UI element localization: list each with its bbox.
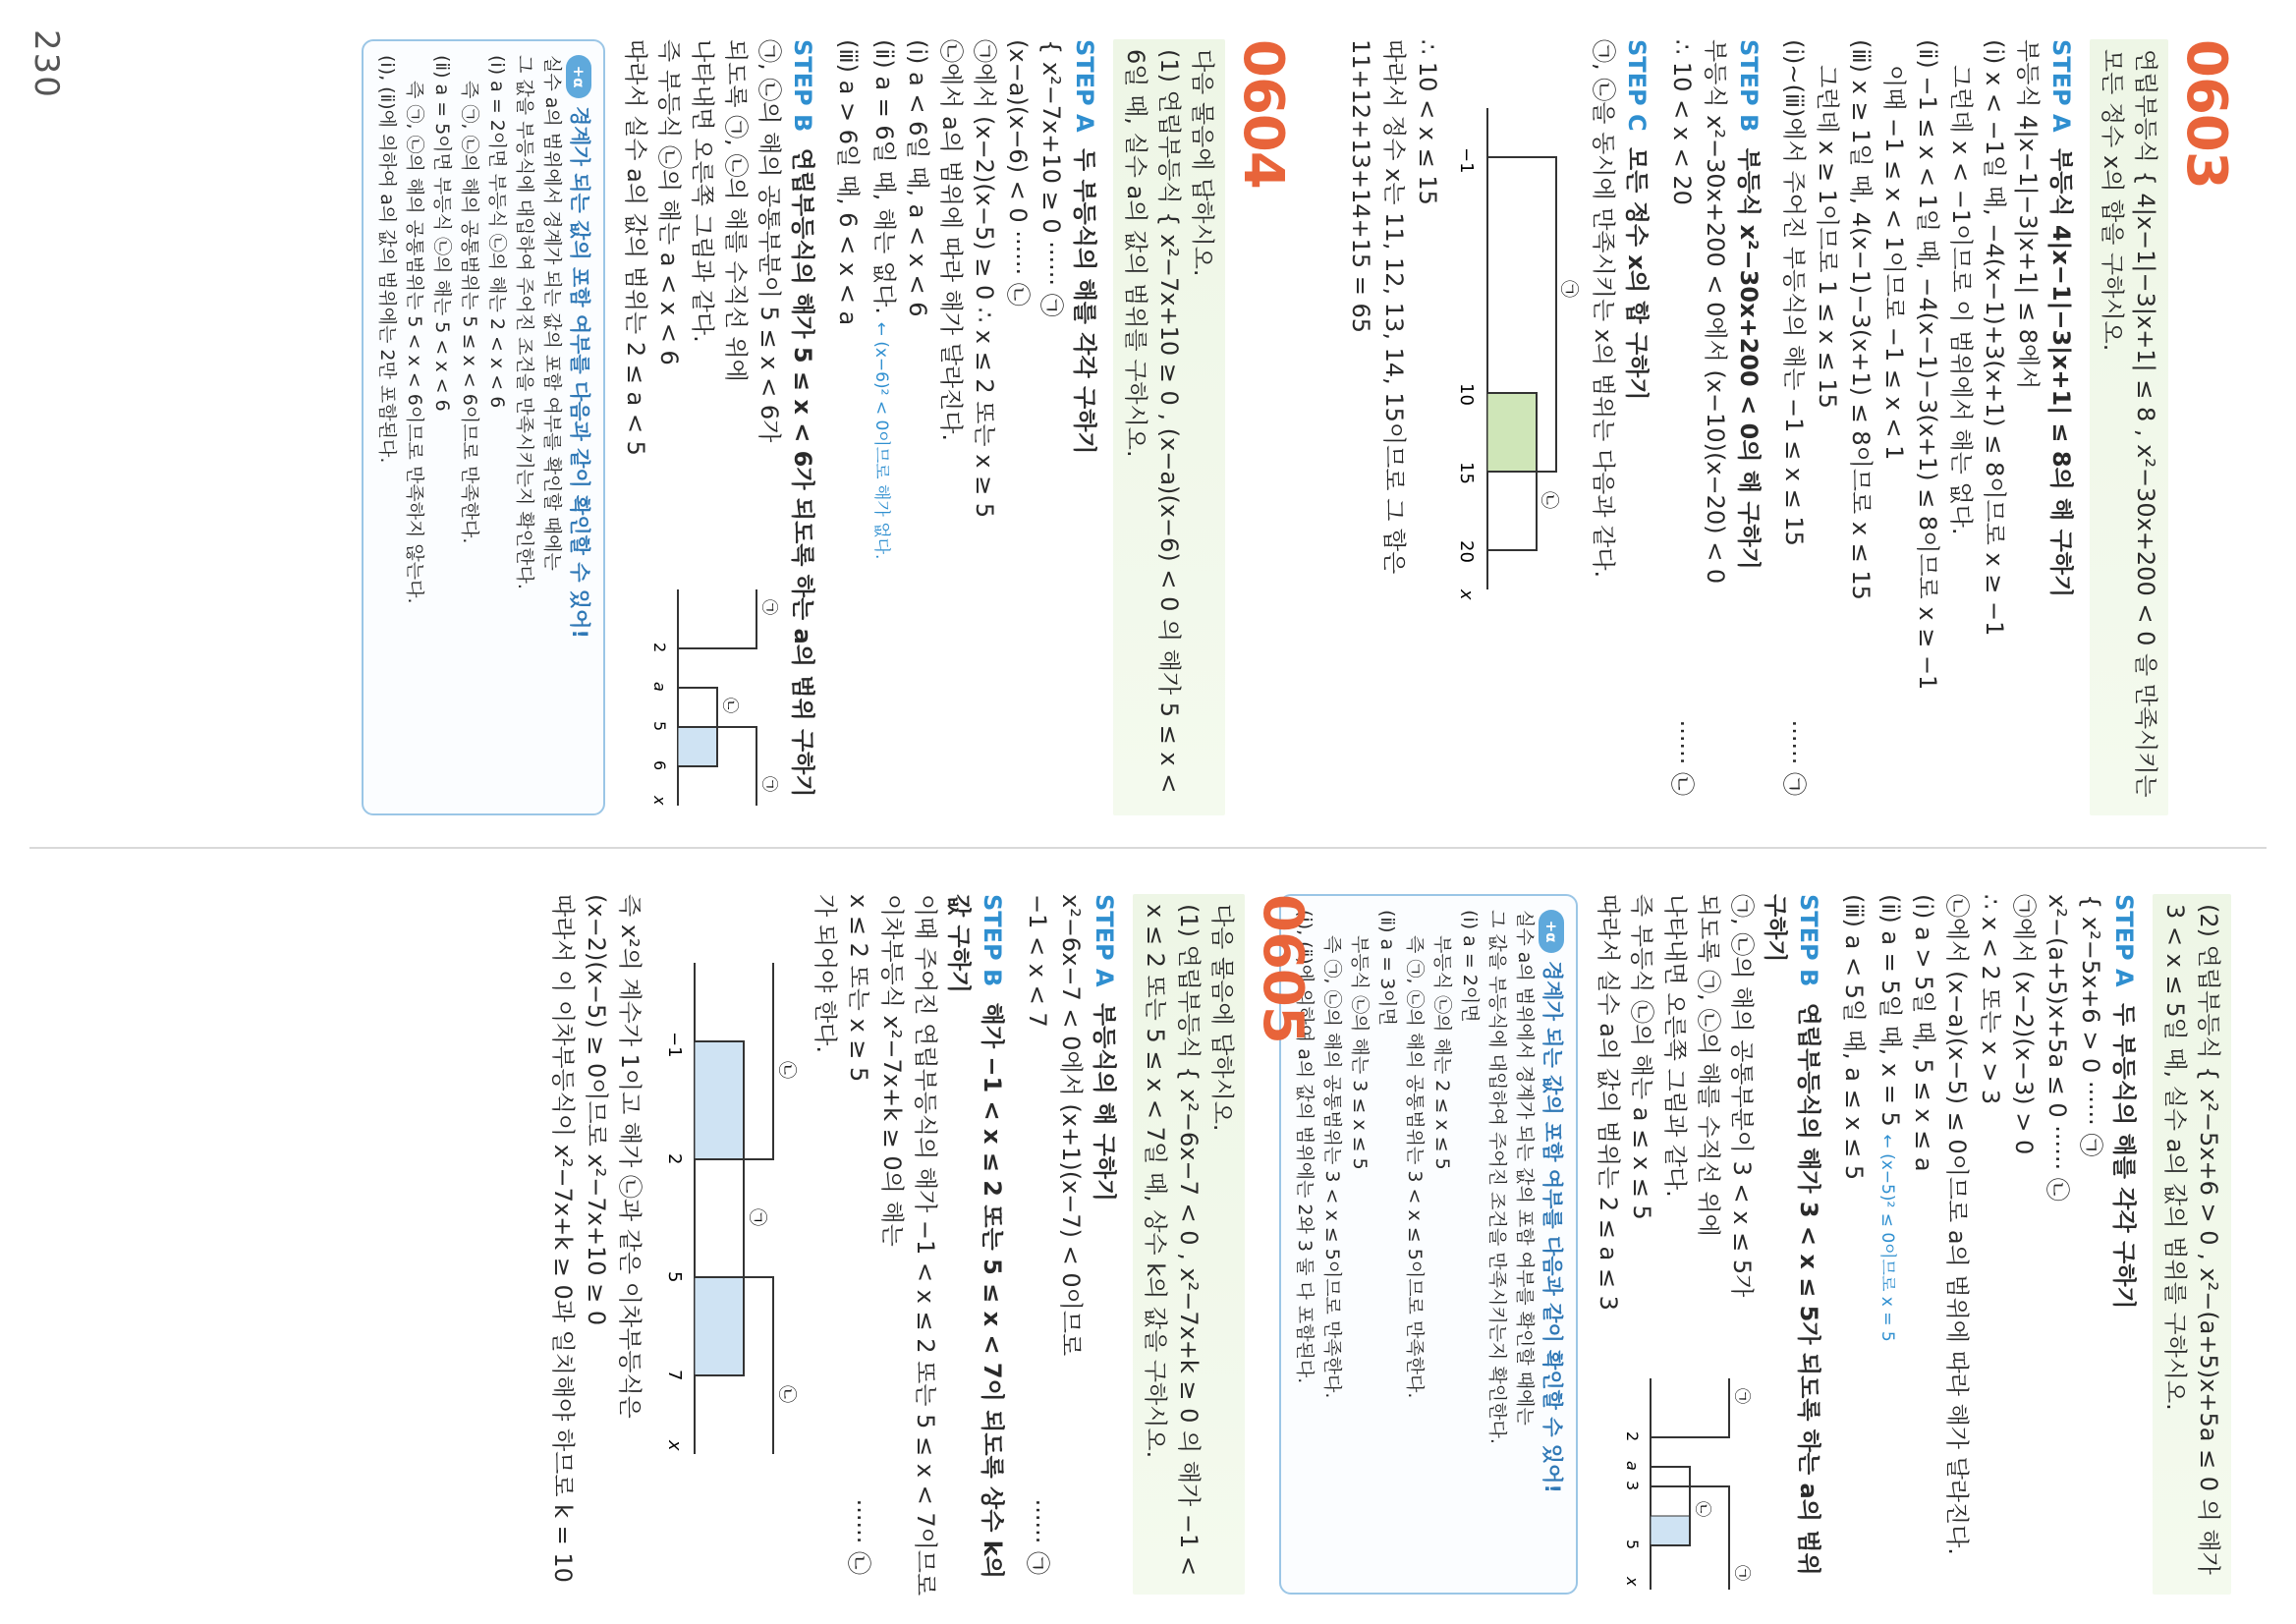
solution-line: 따라서 정수 x는 11, 12, 13, 14, 15이므로 그 합은 xyxy=(1380,39,1408,575)
tip-heading xyxy=(566,55,593,800)
sub-question: (2) 연립부등식 { x²−5x+6 > 0 , x²−(a+5)x+5a ≤ 0 의 해가 3 < x ≤ 5일 때, 실수 a의 값의 범위를 구하시오. xyxy=(2153,894,2231,1595)
problem-0605 xyxy=(546,894,1314,1595)
tip-line: 그 값을 부등식에 대입하여 주어진 조건을 만족시키는지 확인한다. xyxy=(1486,910,1508,1444)
problem-statement xyxy=(1113,39,1225,815)
tick-label: 5 xyxy=(650,721,669,732)
tip-line: (ⅰ), (ⅱ)에 의하여 a의 값의 범위에는 2와 3 둘 다 포함된다. xyxy=(1294,910,1316,1384)
page-number: 230 xyxy=(27,29,66,99)
equation-marker: ······ ㉡ xyxy=(1668,719,1696,796)
number-line-diagram xyxy=(655,953,803,1464)
solution-line: 가 되어야 한다. xyxy=(812,894,839,1053)
step-title-text: 두 부등식의 해를 각각 구하기 xyxy=(2110,1002,2138,1310)
solution-line: (ⅲ) x ≥ 1일 때, 4(x−1)−3(x+1) ≤ 8이므로 x ≤ 15 xyxy=(1847,39,1875,600)
step-tag: STEP B xyxy=(1735,39,1763,133)
step-tag: STEP B xyxy=(979,894,1006,987)
solution-line: 이때 주어진 연립부등식의 해가 −1 < x ≤ 2 또는 5 ≤ x < 7이므로 xyxy=(912,894,939,1596)
problem-statement xyxy=(1133,894,1245,1595)
problem-0604 xyxy=(362,39,1294,815)
solution-line: x ≤ 2 또는 x ≥ 5 xyxy=(845,894,872,1083)
step-title-text: 해가 −1 < x ≤ 2 또는 5 ≤ x < 7이 되도록 상수 k의 값 구하기 xyxy=(945,894,1006,1579)
solution-line: (x−2)(x−5) ≥ 0이므로 x²−7x+10 ≥ 0 xyxy=(583,894,610,1326)
step-title-text: 연립부등식의 해가 5 ≤ x < 6가 되도록 하는 a의 범위 구하기 xyxy=(789,147,816,798)
equation-marker: ······ ㉠ xyxy=(1024,1498,1051,1575)
tick-label: 2 xyxy=(650,643,669,653)
step-tag: STEP A xyxy=(2047,39,2075,133)
tip-line: 부등식 ㉡의 해는 3 ≤ x ≤ 5 xyxy=(1349,935,1371,1170)
tip-line: (ⅱ) a = 3이면 xyxy=(1376,910,1398,1026)
tip-line: 부등식 ㉡의 해는 2 ≤ x ≤ 5 xyxy=(1431,935,1453,1170)
tick-label: 5 xyxy=(664,1271,685,1283)
tick-label: a xyxy=(650,682,669,692)
step-b-title xyxy=(1732,39,1765,815)
problem-number: 0603 xyxy=(2174,39,2238,189)
step-tag: STEP C xyxy=(1623,39,1651,132)
solution-line: 그런데 x ≥ 1이므로 1 ≤ x ≤ 15 xyxy=(1814,65,1841,409)
solution-line: 부등식 x²−30x+200 < 0에서 (x−10)(x−20) < 0 xyxy=(1702,39,1729,585)
solution-line: (ⅰ) a < 6일 때, a < x < 6 xyxy=(904,39,931,317)
solution-line: 나타내면 오른쪽 그림과 같다. xyxy=(1661,894,1689,1198)
tip-line: (ⅰ) a = 2이면 xyxy=(1459,910,1481,1023)
solution-line: 즉 부등식 ㉡의 해는 a < x < 6 xyxy=(655,39,683,365)
step-b-title xyxy=(942,894,1009,1595)
tip-box xyxy=(1279,894,1578,1595)
tick-label: x xyxy=(1456,589,1477,600)
final-answer: 따라서 이 이차부등식이 x²−7x+k ≥ 0과 일치해야 하므로 k = 10 xyxy=(549,894,577,1583)
sub-question: (1) 연립부등식 { x²−7x+10 ≥ 0 , (x−a)(x−6) < 0 의 해가 5 ≤ x < 6일 때, 실수 a의 값의 범위를 구하시오. xyxy=(1122,49,1183,794)
tick-label: −1 xyxy=(1456,147,1477,174)
solution-line: ∴ x < 2 또는 x > 3 xyxy=(1977,894,2004,1105)
tick-label: 20 xyxy=(1456,540,1477,563)
solution-line: 나타내면 오른쪽 그림과 같다. xyxy=(689,39,716,343)
solution-line: (ⅱ) a = 6일 때, 해는 없다. xyxy=(870,39,898,314)
solution-line: (ⅰ)~(ⅲ)에서 주어진 부등식의 해는 −1 ≤ x ≤ 15 xyxy=(1780,39,1808,546)
tip-line: (ⅰ), (ⅱ)에 의하여 a의 값의 범위에는 2만 포함된다. xyxy=(376,55,398,464)
tick-label: 6 xyxy=(650,760,669,771)
step-tag: STEP A xyxy=(2110,894,2138,987)
solution-line: 그런데 x < −1이므로 이 범위에서 해는 없다. xyxy=(1947,65,1975,535)
solution-line: ∴ 10 < x < 20 xyxy=(1668,39,1696,205)
step-c-title xyxy=(1620,39,1653,815)
step-title-text: 부등식의 해 구하기 xyxy=(1091,1002,1118,1203)
solution-line: ㉠, ㉡의 해의 공통부분이 5 ≤ x < 6가 xyxy=(756,39,783,443)
tick-label: a xyxy=(1623,1461,1642,1471)
step-b-title xyxy=(786,39,819,815)
final-answer: 따라서 실수 a의 값의 범위는 2 ≤ a ≤ 3 xyxy=(1595,894,1622,1311)
tick-label: 15 xyxy=(1456,462,1477,484)
solution-line: x²−6x−7 < 0에서 (x+1)(x−7) < 0이므로 xyxy=(1057,894,1085,1357)
tick-label: x xyxy=(650,796,669,806)
solution-line: ㉠에서 (x−2)(x−5) ≥ 0 ∴ x ≤ 2 또는 x ≥ 5 xyxy=(971,39,998,519)
region-label: ㉡ xyxy=(776,1385,797,1403)
column-divider xyxy=(29,847,2267,849)
solution-line: ㉡에서 a의 범위에 따라 해가 달라진다. xyxy=(937,39,965,442)
solution-line: ∴ 10 < x ≤ 15 xyxy=(1414,39,1441,205)
tip-title: 경계가 되는 값의 포함 여부를 다음과 같이 확인할 수 있어! xyxy=(1540,961,1564,1493)
step-tag: STEP B xyxy=(1795,894,1822,987)
plus-alpha-icon: +α xyxy=(566,55,591,98)
problem-0603 xyxy=(1344,39,2237,815)
side-note: ← (x−5)² ≤ 0이므로 x = 5 xyxy=(1877,1134,1897,1342)
solution-line: (x−a)(x−6) < 0 ······ ㉡ xyxy=(1004,39,1032,307)
step-b-body xyxy=(1592,894,1759,1595)
step-a-title xyxy=(1068,39,1101,815)
sub-question: (1) 연립부등식 { x²−6x−7 < 0 , x²−7x+k ≥ 0 의 해가 −1 < x ≤ 2 또는 5 ≤ x < 7일 때, 상수 k의 값을 구하시오. xyxy=(1142,904,1203,1576)
solution-line: ㉠에서 (x−2)(x−3) > 0 xyxy=(2010,894,2038,1155)
problem-intro: 다음 물음에 답하시오. xyxy=(1208,904,1236,1132)
number-line-diagram xyxy=(1611,1369,1759,1595)
solution-line: 되도록 ㉠, ㉡의 해를 수직선 위에 xyxy=(1695,894,1722,1237)
step-title-text: 연립부등식의 해가 3 < x ≤ 5가 되도록 하는 a의 범위 구하기 xyxy=(1762,894,1822,1576)
region-label: ㉡ xyxy=(721,698,740,714)
step-title-text: 두 부등식의 해를 각각 구하기 xyxy=(1071,147,1098,455)
tip-line: 실수 a의 범위에서 경계가 되는 값의 포함 여부를 확인할 때에는 xyxy=(541,55,563,571)
solution-line: 되도록 ㉠, ㉡의 해를 수직선 위에 xyxy=(722,39,750,382)
solution-line: { x²−5x+6 > 0 ······ ㉠ xyxy=(2077,894,2104,1157)
tip-box xyxy=(362,39,605,815)
region-label: ㉠ xyxy=(1558,280,1579,298)
side-note: ← (x−6)² < 0이므로 해가 없다. xyxy=(871,321,891,560)
solution-line: 즉 x²의 계수가 1이고 해가 ㉡과 같은 이차부등식은 xyxy=(616,894,644,1419)
tip-heading xyxy=(1539,910,1566,1579)
solution-line: ㉠, ㉡의 해의 공통부분이 3 < x ≤ 5가 xyxy=(1728,894,1756,1298)
tip-line: 실수 a의 범위에서 경계가 되는 값의 포함 여부를 확인할 때에는 xyxy=(1514,910,1536,1426)
step-title-text: 모든 정수 x의 합 구하기 xyxy=(1623,146,1651,401)
number-line-diagram xyxy=(639,580,786,815)
equation-marker: ······ ㉡ xyxy=(845,1498,872,1575)
step-a-title xyxy=(2044,39,2078,815)
step-b-title xyxy=(1759,894,1825,1595)
problem-statement: 연립부등식 { 4|x−1|−3|x+1| ≤ 8 , x²−30x+200 < 0 을 만족시키는 모든 정수 x의 합을 구하시오. xyxy=(2090,39,2168,815)
region-label: ㉡ xyxy=(1694,1501,1712,1518)
right-column xyxy=(0,855,2296,1624)
problem-number: 0604 xyxy=(1231,39,1295,189)
solution-line: 즉 부등식 ㉡의 해는 a ≤ x ≤ 5 xyxy=(1628,894,1655,1220)
solution-line: (ⅱ) −1 ≤ x < 1일 때, −4(x−1)−3(x+1) ≤ 8이므로 x ≥ −1 xyxy=(1914,39,1941,691)
tip-title: 경계가 되는 값의 포함 여부를 다음과 같이 확인할 수 있어! xyxy=(568,106,591,639)
solution-line: 이때 −1 ≤ x < 1이므로 −1 ≤ x < 1 xyxy=(1880,65,1908,461)
step-a-title xyxy=(1088,894,1121,1595)
step-a-title xyxy=(2107,894,2141,1595)
solution-line: x²−(a+5)x+5a ≤ 0 ······ ㉡ xyxy=(2044,894,2071,1202)
solution-line: (ⅲ) a < 5일 때, a ≤ x ≤ 5 xyxy=(1840,894,1868,1181)
tick-label: −1 xyxy=(664,1032,685,1058)
tip-line: 즉 ㉠, ㉡의 해의 공통범위는 5 ≤ x < 6이므로 만족한다. xyxy=(459,81,480,544)
solution-line: ㉡에서 (x−a)(x−5) ≤ 0이므로 a의 범위에 따라 해가 달라진다. xyxy=(1943,894,1971,1555)
step-tag: STEP B xyxy=(789,39,816,133)
solution-line: (ⅰ) x < −1일 때, −4(x−1)+3(x+1) ≤ 8이므로 x ≥ −1 xyxy=(1981,39,2008,637)
tick-label: 7 xyxy=(664,1370,685,1381)
plus-alpha-icon: +α xyxy=(1539,910,1564,953)
tip-line: (ⅱ) a = 5이면 부등식 ㉡의 해는 5 < x < 6 xyxy=(431,55,453,412)
region-label: ㉡ xyxy=(776,1061,797,1079)
problem-intro: 다음 물음에 답하시오. xyxy=(1189,49,1216,277)
tip-line: (ⅰ) a = 2이면 부등식 ㉡의 해는 2 < x < 6 xyxy=(486,55,508,409)
tick-label: 2 xyxy=(1623,1431,1642,1442)
solution-line: { x²−7x+10 ≥ 0 ······ ㉠ xyxy=(1037,39,1065,317)
solution-line: 부등식 4|x−1|−3|x+1| ≤ 8에서 xyxy=(2014,39,2042,390)
final-answer: 따라서 실수 a의 값의 범위는 2 ≤ a < 5 xyxy=(622,39,649,456)
tip-line: 그 값을 부등식에 대입하여 주어진 조건을 만족시키는지 확인한다. xyxy=(514,55,535,589)
solution-line: (ⅰ) a > 5일 때, 5 ≤ x ≤ a xyxy=(1910,894,1937,1172)
region-label: ㉠ xyxy=(760,776,779,793)
tick-label: x xyxy=(664,1440,685,1451)
step-tag: STEP A xyxy=(1091,894,1118,987)
tick-label: 10 xyxy=(1456,383,1477,406)
common-region xyxy=(1487,393,1537,472)
tip-line: 즉 ㉠, ㉡의 해의 공통범위는 3 < x ≤ 5이므로 만족한다. xyxy=(1404,935,1426,1399)
solution-line: −1 < x < 7 xyxy=(1024,894,1051,1028)
tick-label: 3 xyxy=(1623,1481,1642,1491)
step-title-text: 부등식 4|x−1|−3|x+1| ≤ 8의 해 구하기 xyxy=(2047,147,2075,598)
step-title-text: 부등식 x²−30x+200 < 0의 해 구하기 xyxy=(1735,147,1763,570)
tip-line: 즉 ㉠, ㉡의 해의 공통범위는 3 < x ≤ 5이므로 만족한다. xyxy=(1321,935,1343,1399)
region-label: ㉠ xyxy=(1733,1565,1752,1582)
tick-label: x xyxy=(1623,1577,1642,1587)
solution-line: (ⅱ) a = 5일 때, x = 5 xyxy=(1876,894,1904,1127)
solution-line: ㉠, ㉡을 동시에 만족시키는 x의 범위는 다음과 같다. xyxy=(1590,39,1617,579)
region-label: ㉠ xyxy=(1733,1388,1752,1405)
region-label: ㉠ xyxy=(747,1208,767,1226)
equation-marker: ······ ㉠ xyxy=(1780,719,1808,796)
number-line-diagram xyxy=(1453,98,1581,609)
region-label: ㉠ xyxy=(760,599,779,616)
tick-label: 5 xyxy=(1623,1540,1642,1550)
final-answer: 11+12+13+14+15 = 65 xyxy=(1347,39,1374,334)
solution-line: 이차부등식 x²−7x+k ≥ 0의 해는 xyxy=(878,894,906,1247)
step-tag: STEP A xyxy=(1071,39,1098,133)
problem-0604-part2 xyxy=(1279,894,2237,1595)
tip-line: 즉 ㉠, ㉡의 해의 공통범위는 5 < x < 6이므로 만족하지 않는다. xyxy=(404,81,425,604)
tick-label: 2 xyxy=(664,1153,685,1165)
step-b-body xyxy=(619,39,786,815)
region-label: ㉡ xyxy=(1539,491,1559,509)
solution-line: (ⅲ) a > 6일 때, 6 < x < a xyxy=(834,39,862,326)
problem-number: 0605 xyxy=(1251,894,1315,1043)
